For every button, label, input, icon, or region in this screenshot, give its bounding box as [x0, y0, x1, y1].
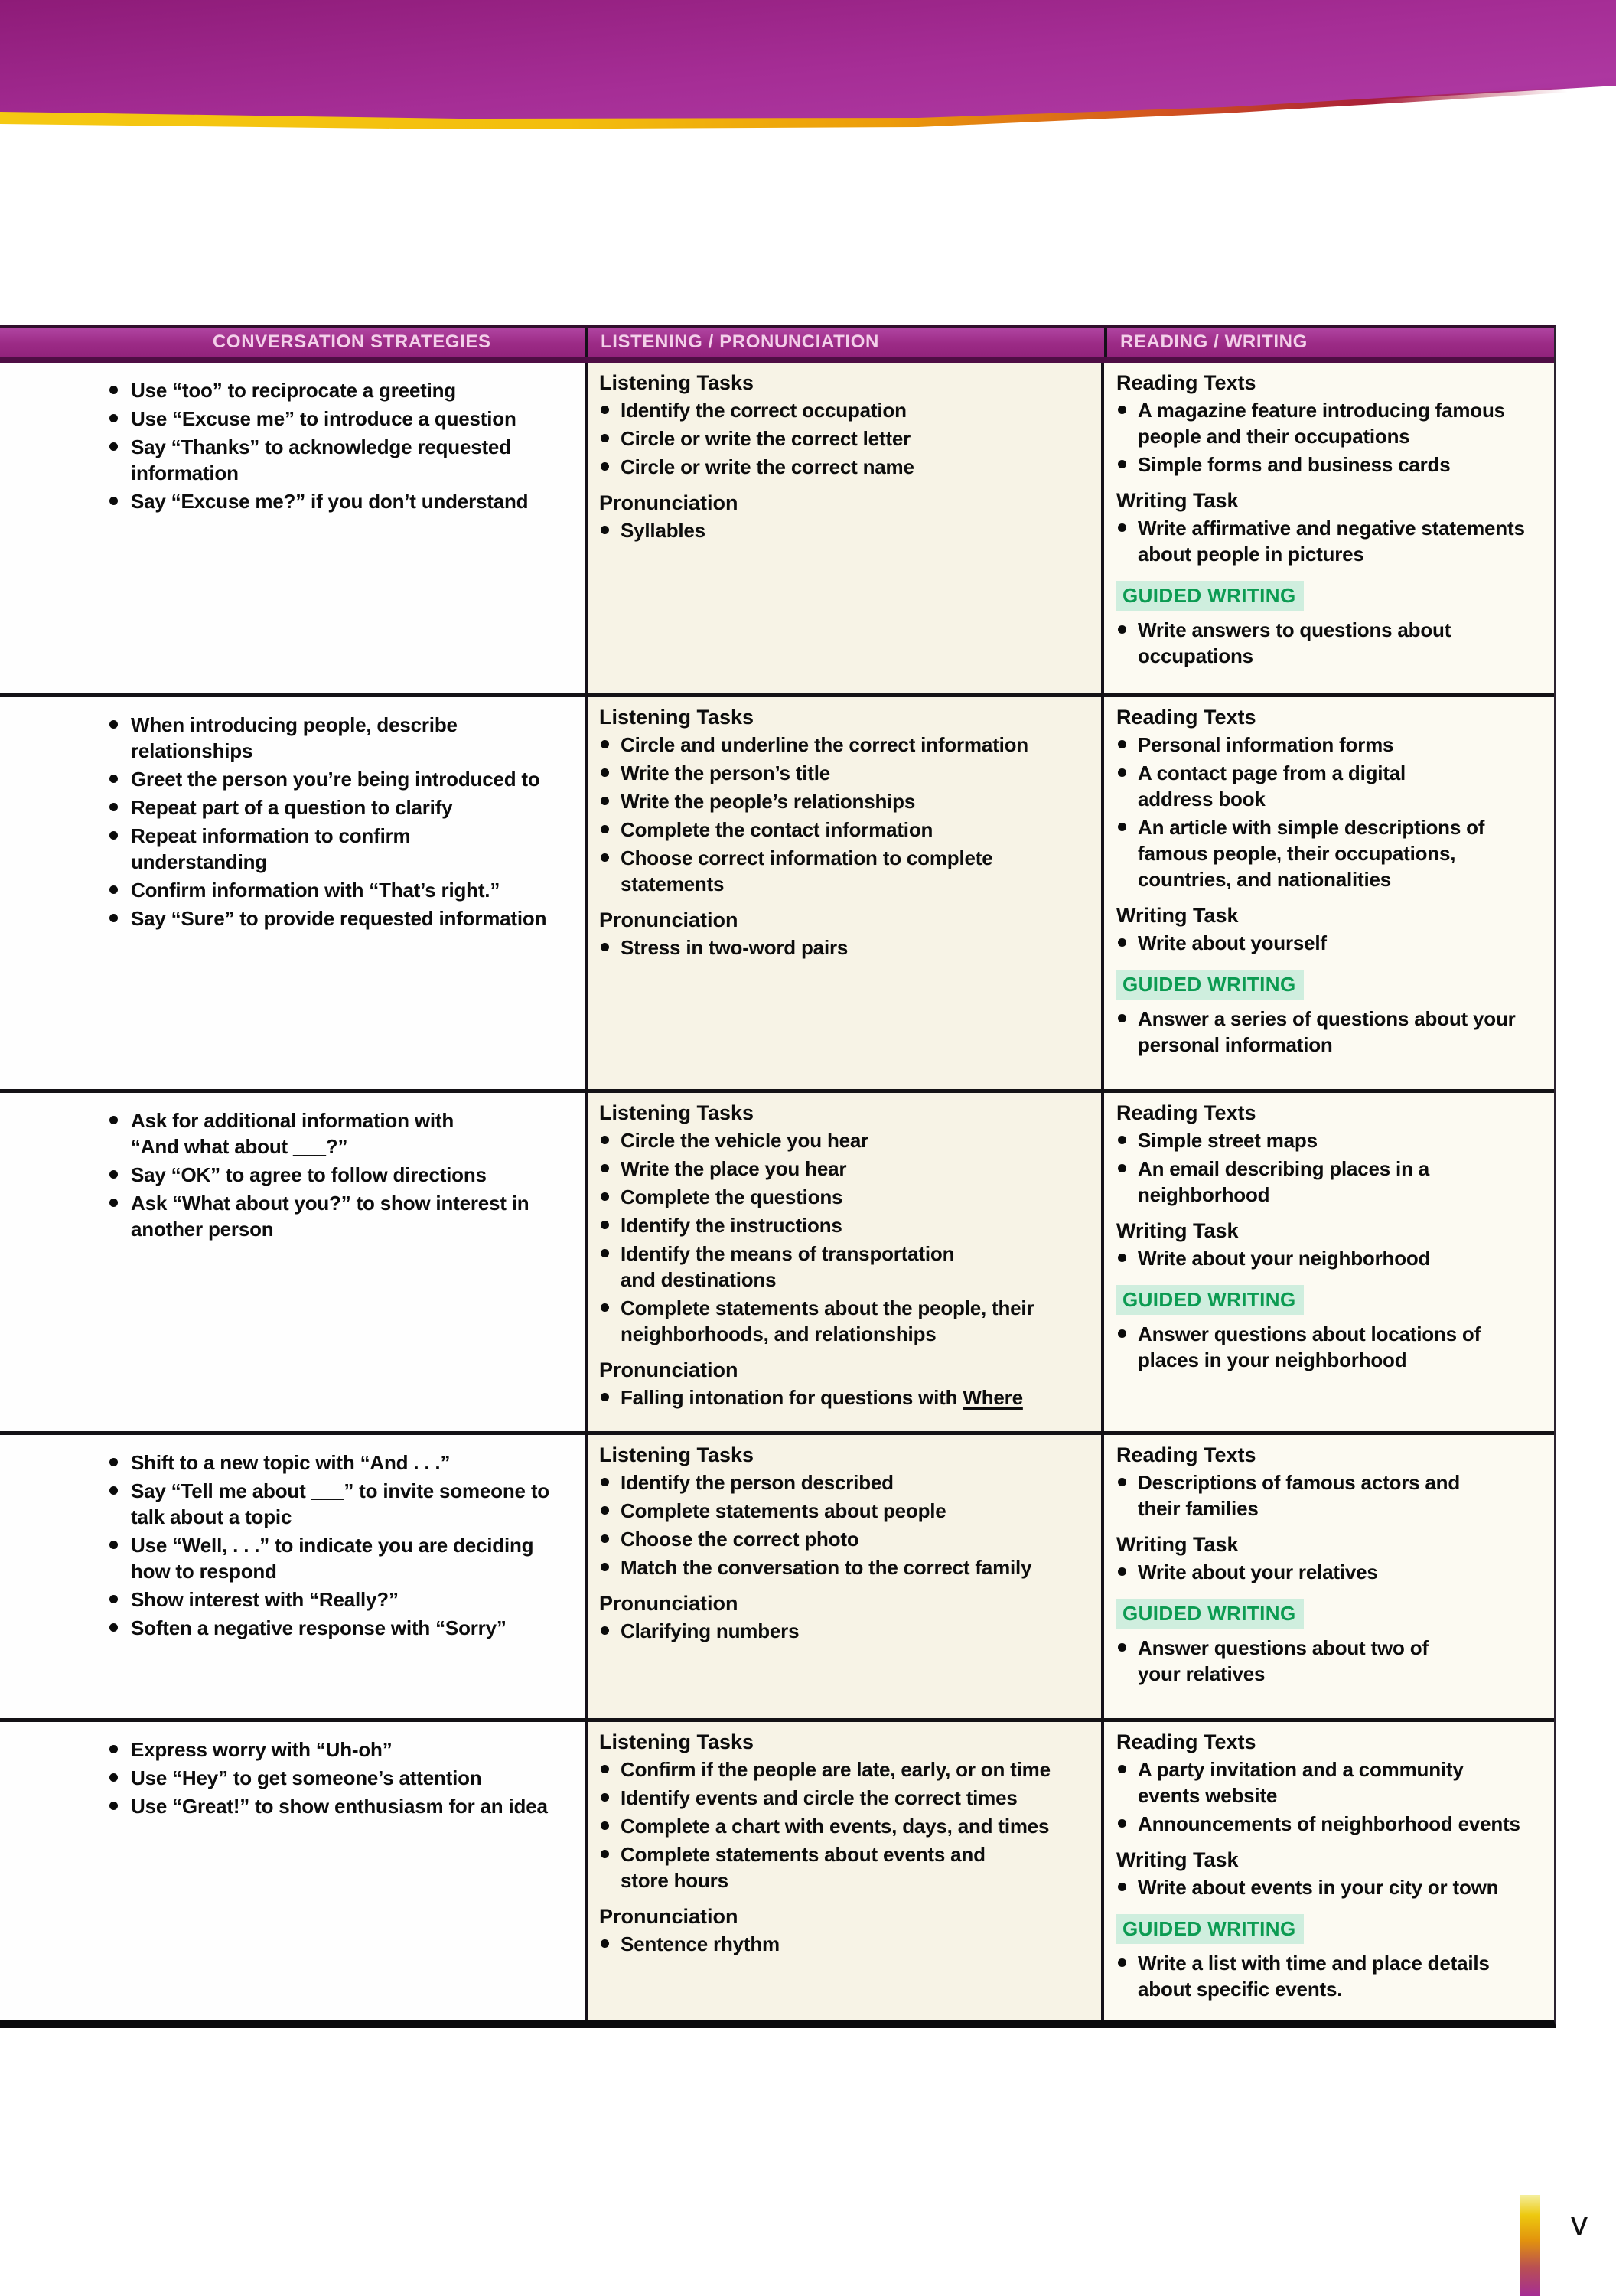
- bullet-item: [108, 1765, 572, 1791]
- bullet-item: [1116, 1321, 1545, 1373]
- table-body: [0, 363, 1554, 2020]
- bullet-dot: [599, 1841, 621, 1893]
- bullet-item: [108, 1107, 572, 1159]
- bullet-item: [599, 1841, 1090, 1893]
- bullet-item: [1116, 452, 1545, 478]
- section-title: Reading Texts: [1116, 371, 1256, 394]
- bullet-item: [599, 517, 1090, 543]
- bullet-dot: [108, 377, 131, 403]
- bullet-item: [1116, 1006, 1545, 1058]
- bullet-text: Express worry with “Uh-oh”: [131, 1738, 393, 1761]
- bullet-item: [108, 877, 572, 903]
- bullet-text: Circle or write the correct name: [621, 455, 914, 478]
- bullet-text: Write the people’s relationships: [621, 790, 916, 813]
- bullet-text: Write about events in your city or town: [1138, 1876, 1499, 1899]
- bullet-dot: [1116, 1559, 1138, 1585]
- bullet-text: Write answers to questions about occupations: [1138, 618, 1451, 667]
- bullet-item: [108, 712, 572, 764]
- bullet-dot: [1116, 452, 1138, 478]
- bullet-text: Use “Well, . . .” to indicate you are deciding how to respond: [131, 1534, 534, 1583]
- bullet-text: Use “Hey” to get someone’s attention: [131, 1766, 482, 1789]
- bullet-text: Syllables: [621, 519, 705, 542]
- bullet-dot: [599, 732, 621, 758]
- bullet-text: Identify events and circle the correct times: [621, 1786, 1018, 1809]
- section-title: Reading Texts: [1116, 1730, 1256, 1753]
- bullet-item: [599, 1384, 1090, 1411]
- table-header-row: [0, 328, 1554, 363]
- bullet-text: Confirm information with “That’s right.”: [131, 879, 500, 902]
- bullet-dot: [599, 517, 621, 543]
- bullet-dot: [1116, 1469, 1138, 1521]
- guided-writing-label: GUIDED WRITING: [1116, 1599, 1304, 1629]
- bullet-item: [599, 454, 1090, 480]
- bullet-dot: [599, 426, 621, 452]
- bullet-dot: [599, 760, 621, 786]
- bullet-dot: [599, 1127, 621, 1153]
- top-banner: [0, 0, 1616, 168]
- bullet-item: [599, 1469, 1090, 1495]
- bullet-dot: [108, 1765, 131, 1791]
- bullet-item: [1116, 515, 1545, 567]
- bullet-text: Stress in two-word pairs: [621, 936, 849, 959]
- section-title: Listening Tasks: [599, 1730, 754, 1753]
- bullet-text: Complete statements about people: [621, 1499, 946, 1522]
- bullet-text: Identify the person described: [621, 1471, 894, 1494]
- bullet-item: [599, 1526, 1090, 1552]
- bullet-item: [108, 1450, 572, 1476]
- bullet-text: Say “Tell me about ___” to invite someone to talk about a topic: [131, 1479, 549, 1528]
- bullet-item: [1116, 760, 1545, 812]
- page-number: v: [1571, 2205, 1588, 2242]
- bullet-dot: [599, 1184, 621, 1210]
- guided-writing-section: [1116, 1914, 1545, 1944]
- header-conversation-strategies: CONVERSATION STRATEGIES: [0, 328, 585, 357]
- reading-writing-cell: [1104, 1435, 1554, 1718]
- bullet-text: Personal information forms: [1138, 733, 1394, 756]
- section-title: Pronunciation: [599, 908, 738, 931]
- section-title: Listening Tasks: [599, 1443, 754, 1466]
- bullet-item: [1116, 1469, 1545, 1521]
- bullet-text: Write the person’s title: [621, 762, 831, 784]
- bullet-dot: [108, 406, 131, 432]
- bullet-text: Falling intonation for questions with Where: [621, 1386, 1023, 1409]
- header-listening-pronunciation: LISTENING / PRONUNCIATION: [585, 328, 1104, 357]
- section-title: Pronunciation: [599, 1358, 738, 1381]
- bullet-item: [108, 794, 572, 820]
- bullet-item: [1116, 1635, 1545, 1687]
- bullet-dot: [599, 1785, 621, 1811]
- guided-writing-section: [1116, 1285, 1545, 1315]
- scope-sequence-table: [0, 325, 1556, 2028]
- bullet-item: [108, 905, 572, 931]
- bullet-text: Identify the correct occupation: [621, 399, 907, 422]
- bullet-dot: [599, 1469, 621, 1495]
- bullet-dot: [599, 1156, 621, 1182]
- bullet-text: Ask “What about you?” to show interest in another person: [131, 1192, 529, 1241]
- bullet-dot: [599, 1241, 621, 1293]
- bullet-text: Circle the vehicle you hear: [621, 1129, 869, 1152]
- bullet-item: [599, 1931, 1090, 1957]
- listening-pronunciation-cell: [585, 1093, 1104, 1431]
- bullet-text: An email describing places in a neighborhood: [1138, 1157, 1430, 1206]
- bullet-dot: [599, 788, 621, 814]
- section-title: Writing Task: [1116, 489, 1239, 512]
- bullet-text: An article with simple descriptions of famous people, their occupations, countries, and nationalities: [1138, 816, 1485, 891]
- listening-pronunciation-cell: [585, 1722, 1104, 2020]
- bullet-item: [1116, 1811, 1545, 1837]
- bullet-dot: [599, 1618, 621, 1644]
- underlined-word: Where: [963, 1386, 1023, 1409]
- bullet-text: Use “Excuse me” to introduce a question: [131, 407, 516, 430]
- bullet-dot: [599, 1384, 621, 1411]
- bullet-item: [599, 1554, 1090, 1580]
- bullet-text: Answer questions about locations of places in your neighborhood: [1138, 1322, 1481, 1371]
- bullet-item: [108, 823, 572, 875]
- bullet-dot: [108, 488, 131, 514]
- bullet-dot: [108, 1532, 131, 1584]
- guided-writing-label: GUIDED WRITING: [1116, 970, 1304, 1000]
- table-row: [0, 1722, 1554, 2020]
- bullet-text: Repeat part of a question to clarify: [131, 796, 453, 819]
- bullet-text: Use “too” to reciprocate a greeting: [131, 379, 456, 402]
- listening-pronunciation-cell: [585, 697, 1104, 1089]
- bullet-item: [108, 406, 572, 432]
- table-row: [0, 363, 1554, 697]
- section-title: Writing Task: [1116, 1533, 1239, 1556]
- bullet-text: Ask for additional information with “And what about ___?”: [131, 1109, 454, 1158]
- section-title: Reading Texts: [1116, 1443, 1256, 1466]
- bullet-dot: [1116, 1874, 1138, 1900]
- bullet-text: Identify the means of transportation and destinations: [621, 1242, 955, 1291]
- footer-gradient-bar: [1520, 2195, 1540, 2296]
- section-title: Writing Task: [1116, 904, 1239, 927]
- bullet-text: Descriptions of famous actors and their families: [1138, 1471, 1461, 1520]
- bullet-dot: [1116, 1245, 1138, 1271]
- section-title: Listening Tasks: [599, 371, 754, 394]
- listening-pronunciation-cell: [585, 363, 1104, 693]
- bullet-item: [108, 1737, 572, 1763]
- bullet-item: [599, 1241, 1090, 1293]
- bullet-item: [1116, 732, 1545, 758]
- bullet-item: [599, 1184, 1090, 1210]
- bullet-text: Write about your neighborhood: [1138, 1247, 1431, 1270]
- section-title: Reading Texts: [1116, 706, 1256, 729]
- bullet-text: Complete statements about events and store hours: [621, 1843, 986, 1892]
- bullet-item: [599, 1295, 1090, 1347]
- reading-writing-cell: [1104, 697, 1554, 1089]
- bullet-text: Answer questions about two of your relatives: [1138, 1636, 1429, 1685]
- bullet-text: Match the conversation to the correct family: [621, 1556, 1032, 1579]
- bullet-text: Simple forms and business cards: [1138, 453, 1451, 476]
- reading-writing-cell: [1104, 363, 1554, 693]
- bullet-text: Complete a chart with events, days, and times: [621, 1815, 1050, 1838]
- bullet-text: Circle and underline the correct information: [621, 733, 1028, 756]
- bullet-dot: [108, 877, 131, 903]
- bullet-item: [599, 1212, 1090, 1238]
- bullet-item: [1116, 1559, 1545, 1585]
- bullet-dot: [108, 1162, 131, 1188]
- bullet-dot: [1116, 617, 1138, 669]
- bullet-dot: [599, 1554, 621, 1580]
- listening-pronunciation-cell: [585, 1435, 1104, 1718]
- bullet-item: [108, 1587, 572, 1613]
- bullet-text: Confirm if the people are late, early, or on time: [621, 1758, 1051, 1781]
- bullet-text: Greet the person you’re being introduced to: [131, 768, 540, 791]
- guided-writing-label: GUIDED WRITING: [1116, 1285, 1304, 1315]
- bullet-text: When introducing people, describe relationships: [131, 713, 458, 762]
- bullet-text: Complete the contact information: [621, 818, 933, 841]
- bullet-text: Answer a series of questions about your personal information: [1138, 1007, 1516, 1056]
- bullet-text: Write about your relatives: [1138, 1561, 1378, 1583]
- bullet-item: [108, 766, 572, 792]
- bullet-text: Shift to a new topic with “And . . .”: [131, 1451, 451, 1474]
- guided-writing-label: GUIDED WRITING: [1116, 581, 1304, 611]
- bullet-item: [1116, 397, 1545, 449]
- section-title: Listening Tasks: [599, 706, 754, 729]
- bullet-dot: [108, 1107, 131, 1159]
- bullet-dot: [599, 1498, 621, 1524]
- bullet-item: [108, 1478, 572, 1530]
- bullet-dot: [599, 1526, 621, 1552]
- bullet-item: [599, 732, 1090, 758]
- bullet-dot: [599, 1295, 621, 1347]
- bullet-item: [108, 1793, 572, 1819]
- bullet-dot: [599, 1813, 621, 1839]
- bullet-dot: [599, 397, 621, 423]
- bullet-dot: [108, 766, 131, 792]
- bullet-text: Use “Great!” to show enthusiasm for an idea: [131, 1795, 548, 1818]
- bullet-dot: [1116, 1635, 1138, 1687]
- bullet-text: Choose the correct photo: [621, 1528, 859, 1551]
- bullet-item: [599, 1785, 1090, 1811]
- bullet-dot: [599, 1931, 621, 1957]
- bullet-dot: [1116, 397, 1138, 449]
- bullet-item: [108, 377, 572, 403]
- section-title: Pronunciation: [599, 1905, 738, 1928]
- bullet-item: [599, 426, 1090, 452]
- bullet-item: [599, 817, 1090, 843]
- bullet-item: [599, 845, 1090, 897]
- bullet-text: Say “Sure” to provide requested information: [131, 907, 547, 930]
- table-row: [0, 697, 1554, 1093]
- bullet-text: Show interest with “Really?”: [131, 1588, 399, 1611]
- bullet-dot: [599, 454, 621, 480]
- bullet-text: Circle or write the correct letter: [621, 427, 911, 450]
- guided-writing-section: [1116, 970, 1545, 1000]
- bullet-text: Identify the instructions: [621, 1214, 842, 1237]
- bullet-item: [108, 1532, 572, 1584]
- bullet-text: Write about yourself: [1138, 931, 1327, 954]
- conversation-strategies-cell: [0, 1093, 585, 1431]
- section-title: Writing Task: [1116, 1848, 1239, 1871]
- bullet-dot: [1116, 760, 1138, 812]
- bullet-item: [108, 488, 572, 514]
- bullet-text: Say “Thanks” to acknowledge requested information: [131, 435, 511, 484]
- bullet-dot: [108, 1615, 131, 1641]
- bullet-text: Clarifying numbers: [621, 1619, 800, 1642]
- bullet-dot: [108, 1737, 131, 1763]
- conversation-strategies-cell: [0, 697, 585, 1089]
- bullet-item: [599, 1756, 1090, 1782]
- bullet-dot: [108, 712, 131, 764]
- bullet-item: [599, 788, 1090, 814]
- bullet-item: [108, 1615, 572, 1641]
- bullet-dot: [1116, 1156, 1138, 1208]
- conversation-strategies-cell: [0, 1722, 585, 2020]
- bullet-item: [1116, 930, 1545, 956]
- guided-writing-section: [1116, 581, 1545, 611]
- table-row: [0, 1435, 1554, 1722]
- bullet-item: [108, 1162, 572, 1188]
- bullet-text: Choose correct information to complete statements: [621, 846, 993, 895]
- reading-writing-cell: [1104, 1722, 1554, 2020]
- bullet-dot: [1116, 1811, 1138, 1837]
- conversation-strategies-cell: [0, 1435, 585, 1718]
- bullet-item: [1116, 1874, 1545, 1900]
- section-title: Writing Task: [1116, 1219, 1239, 1242]
- bullet-text: Sentence rhythm: [621, 1932, 780, 1955]
- bullet-item: [1116, 814, 1545, 892]
- bullet-item: [1116, 617, 1545, 669]
- bullet-item: [599, 760, 1090, 786]
- bullet-dot: [108, 905, 131, 931]
- section-title: Pronunciation: [599, 1592, 738, 1615]
- bullet-dot: [1116, 1006, 1138, 1058]
- bullet-item: [599, 1813, 1090, 1839]
- bullet-item: [599, 1498, 1090, 1524]
- bullet-item: [1116, 1756, 1545, 1808]
- section-title: Pronunciation: [599, 491, 738, 514]
- bullet-item: [1116, 1245, 1545, 1271]
- bullet-dot: [1116, 515, 1138, 567]
- bullet-text: A contact page from a digital address book: [1138, 762, 1406, 810]
- bullet-text: Write the place you hear: [621, 1157, 847, 1180]
- bullet-dot: [108, 823, 131, 875]
- bullet-item: [599, 397, 1090, 423]
- bullet-item: [599, 934, 1090, 960]
- guided-writing-label: GUIDED WRITING: [1116, 1914, 1304, 1944]
- bullet-item: [599, 1156, 1090, 1182]
- bullet-dot: [108, 1793, 131, 1819]
- bullet-item: [1116, 1156, 1545, 1208]
- bullet-item: [599, 1127, 1090, 1153]
- bullet-item: [1116, 1127, 1545, 1153]
- bullet-text: Say “Excuse me?” if you don’t understand: [131, 490, 529, 513]
- bullet-dot: [1116, 1756, 1138, 1808]
- bullet-text: A magazine feature introducing famous people and their occupations: [1138, 399, 1505, 448]
- bullet-dot: [108, 1587, 131, 1613]
- bullet-item: [108, 1190, 572, 1242]
- bullet-dot: [1116, 930, 1138, 956]
- table-row: [0, 1093, 1554, 1435]
- bullet-dot: [108, 1478, 131, 1530]
- bullet-dot: [599, 845, 621, 897]
- bullet-text: Repeat information to confirm understanding: [131, 824, 411, 873]
- reading-writing-cell: [1104, 1093, 1554, 1431]
- bullet-text: Announcements of neighborhood events: [1138, 1812, 1520, 1835]
- bullet-text: A party invitation and a community events website: [1138, 1758, 1464, 1807]
- bullet-text: Write a list with time and place details about specific events.: [1138, 1952, 1490, 2001]
- bullet-dot: [1116, 1321, 1138, 1373]
- bullet-dot: [1116, 732, 1138, 758]
- bullet-dot: [599, 1212, 621, 1238]
- bullet-item: [108, 434, 572, 486]
- bullet-dot: [1116, 1950, 1138, 2002]
- bullet-text: Soften a negative response with “Sorry”: [131, 1616, 507, 1639]
- bullet-dot: [1116, 1127, 1138, 1153]
- header-reading-writing: READING / WRITING: [1104, 328, 1554, 357]
- bullet-item: [1116, 1950, 1545, 2002]
- bullet-text: Complete the questions: [621, 1186, 843, 1208]
- bullet-dot: [108, 1190, 131, 1242]
- bullet-text: Write affirmative and negative statements about people in pictures: [1138, 517, 1525, 566]
- bullet-dot: [108, 794, 131, 820]
- bullet-dot: [599, 1756, 621, 1782]
- bullet-dot: [108, 1450, 131, 1476]
- bullet-dot: [1116, 814, 1138, 892]
- bullet-dot: [599, 817, 621, 843]
- bullet-dot: [599, 934, 621, 960]
- guided-writing-section: [1116, 1599, 1545, 1629]
- section-title: Listening Tasks: [599, 1101, 754, 1124]
- bullet-text: Say “OK” to agree to follow directions: [131, 1163, 487, 1186]
- bullet-dot: [108, 434, 131, 486]
- bullet-text: Complete statements about the people, their neighborhoods, and relationships: [621, 1296, 1034, 1345]
- bullet-item: [599, 1618, 1090, 1644]
- section-title: Reading Texts: [1116, 1101, 1256, 1124]
- conversation-strategies-cell: [0, 363, 585, 693]
- bullet-text: Simple street maps: [1138, 1129, 1318, 1152]
